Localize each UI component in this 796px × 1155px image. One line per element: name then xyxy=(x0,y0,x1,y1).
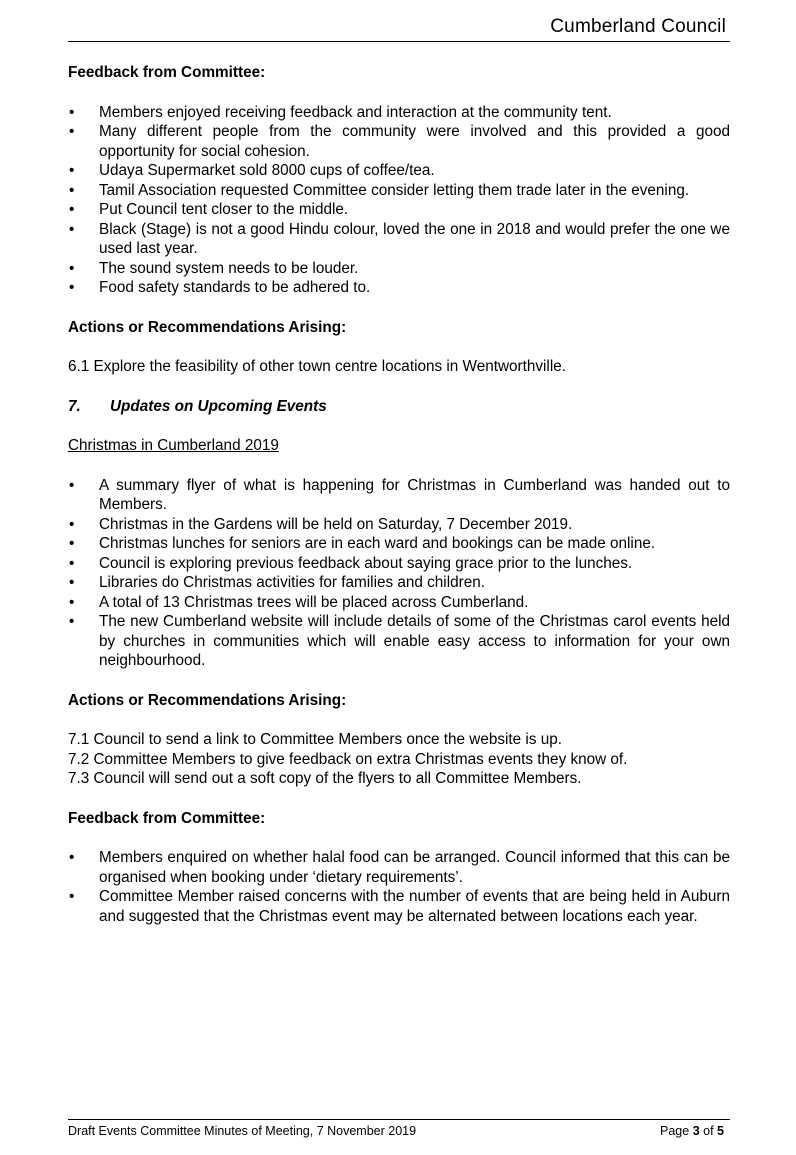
bullet-list xyxy=(68,476,730,671)
list-item: • Tamil Association requested Committee consider letting them trade later in the evening. xyxy=(68,181,730,201)
bullet-list xyxy=(68,848,730,926)
section-number: 7. xyxy=(68,397,81,415)
footer-document-title: Draft Events Committee Minutes of Meeting, 7 November 2019 xyxy=(68,1124,417,1138)
section-heading: Feedback from Committee: xyxy=(68,809,266,827)
action-item: 7.1 Council to send a link to Committee Members once the website is up. xyxy=(68,731,562,748)
action-item: 7.2 Committee Members to give feedback on extra Christmas events they know of. xyxy=(68,750,628,768)
list-item: • Many different people from the community were involved and this provided a good opportunity for social cohesion. xyxy=(68,122,730,161)
page-current: 3 xyxy=(692,1124,700,1138)
list-item: • Food safety standards to be adhered to. xyxy=(68,278,730,298)
section-heading: Actions or Recommendations Arising: xyxy=(68,318,347,336)
list-item: • A total of 13 Christmas trees will be placed across Cumberland. xyxy=(68,593,730,613)
action-item: 7.3 Council will send out a soft copy of the flyers to all Committee Members. xyxy=(68,770,582,787)
footer-divider xyxy=(68,1119,730,1120)
list-item: • The new Cumberland website will include details of some of the Christmas carol events held by churches in communities which will enable easy access to information for your own neighbourhood. xyxy=(68,612,730,671)
bullet-list xyxy=(68,103,730,298)
page-total: 5 xyxy=(717,1124,724,1138)
list-item: • Libraries do Christmas activities for families and children. xyxy=(68,573,730,593)
page-of: of xyxy=(703,1124,714,1138)
list-item: • Christmas lunches for seniors are in each ward and bookings can be made online. xyxy=(68,534,730,554)
list-item: • Black (Stage) is not a good Hindu colour, loved the one in 2018 and would prefer the one we used last year. xyxy=(68,220,730,259)
header-divider xyxy=(68,41,730,42)
list-item: • Committee Member raised concerns with the number of events that are being held in Auburn and suggested that the Christmas event may be alternated between locations each year. xyxy=(68,887,730,926)
list-item: • Udaya Supermarket sold 8000 cups of coffee/tea. xyxy=(68,161,730,181)
list-item: • A summary flyer of what is happening for Christmas in Cumberland was handed out to Members. xyxy=(68,476,730,515)
list-item: • Members enquired on whether halal food can be arranged. Council informed that this can be organised when booking under ‘dietary requirements’. xyxy=(68,848,730,887)
list-item: • Put Council tent closer to the middle. xyxy=(68,200,730,220)
page-label: Page xyxy=(660,1124,690,1138)
action-item: 6.1 Explore the feasibility of other town centre locations in Wentworthville. xyxy=(68,358,566,375)
section-title xyxy=(68,397,730,417)
document-body xyxy=(68,63,730,926)
list-item: • Council is exploring previous feedback about saying grace prior to the lunches. xyxy=(68,554,730,574)
list-item: • Members enjoyed receiving feedback and interaction at the community tent. xyxy=(68,103,730,123)
section-title-text: Updates on Upcoming Events xyxy=(110,397,327,415)
section-heading: Feedback from Committee: xyxy=(68,64,266,81)
section-heading: Actions or Recommendations Arising: xyxy=(68,691,347,709)
list-item: • The sound system needs to be louder. xyxy=(68,259,730,279)
page-number xyxy=(660,1124,724,1138)
subheading: Christmas in Cumberland 2019 xyxy=(68,437,279,454)
header-title: Cumberland Council xyxy=(550,16,726,37)
list-item: • Christmas in the Gardens will be held on Saturday, 7 December 2019. xyxy=(68,515,730,535)
